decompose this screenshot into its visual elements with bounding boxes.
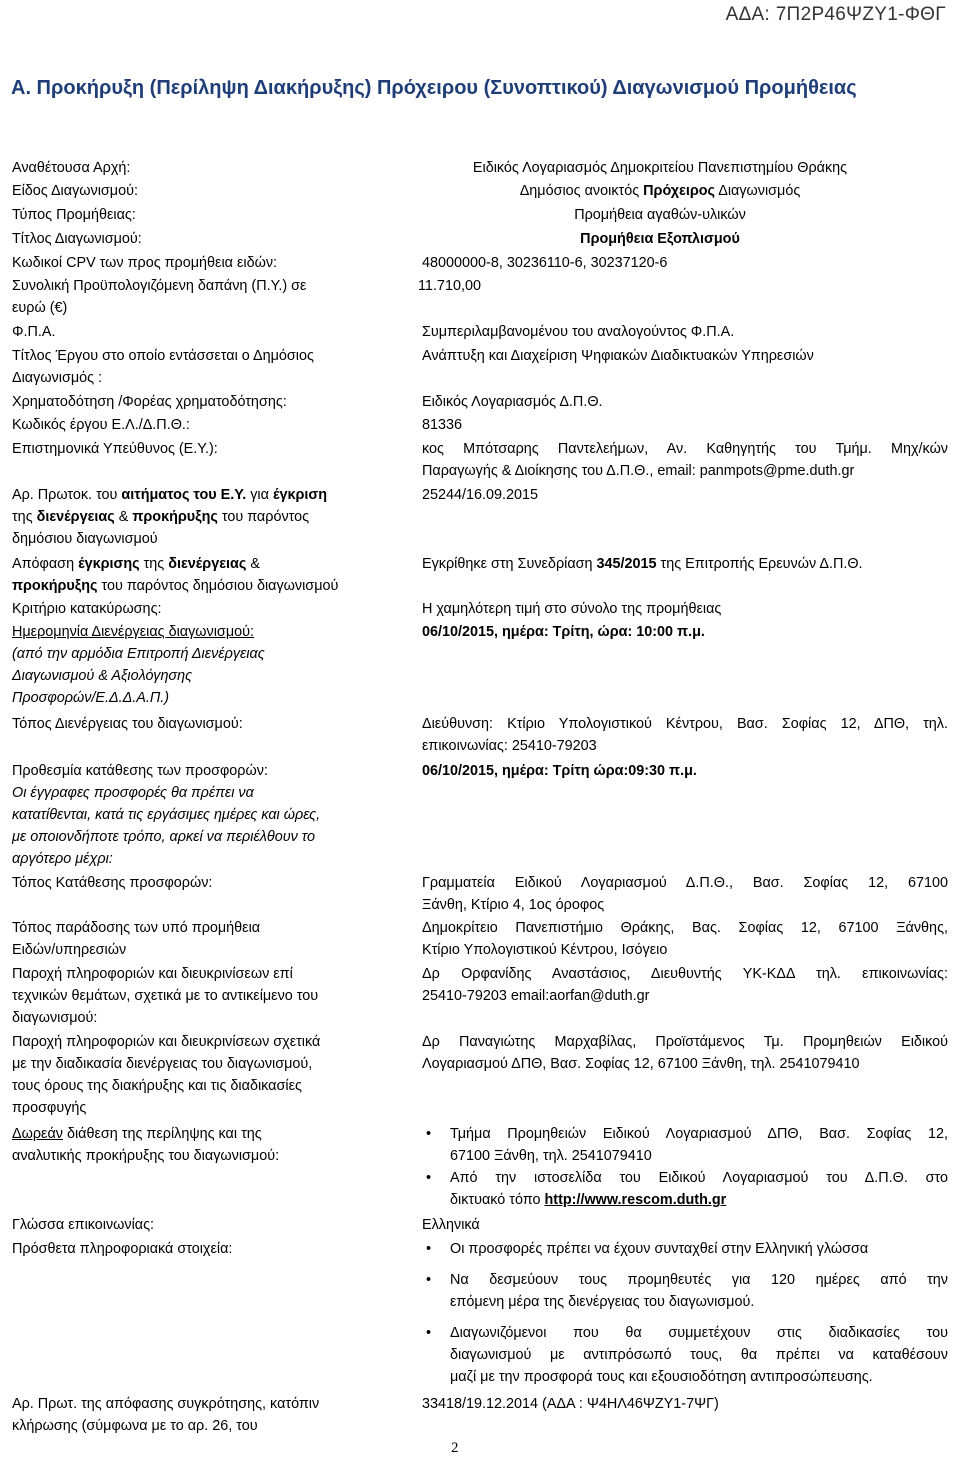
value-cont: Παραγωγής & Διοίκησης του Δ.Π.Θ., email: panmpots@pme.duth.gr (422, 463, 855, 479)
label: Παροχή πληροφοριών και διευκρινίσεων επί (12, 966, 293, 982)
value: 06/10/2015, ημέρα: Τρίτη ώρα:09:30 π.μ. (422, 763, 697, 779)
value: Η χαμηλότερη τιμή στο σύνολο της προμήθειας (422, 601, 722, 617)
label: Αναθέτουσα Αρχή: (12, 160, 131, 176)
label-note-3: Προσφορών/Ε.Δ.Δ.Α.Π.) (12, 690, 170, 706)
value-cont: Κτίριο Υπολογιστικού Κέντρου, Ισόγειο (422, 942, 668, 958)
label-cont: αναλυτικής προκήρυξης του διαγωνισμού: (12, 1148, 280, 1164)
label: Τίτλος Έργου στο οποίο εντάσσεται ο Δημόσιος (12, 348, 314, 364)
value: 25244/16.09.2015 (422, 487, 539, 503)
website-link[interactable]: http://www.rescom.duth.gr (544, 1192, 727, 1208)
ada-code: ΑΔΑ: 7Π2Ρ46ΨΖΥ1-ΦΘΓ (725, 4, 946, 25)
label: Κωδικός έργου Ε.Λ./Δ.Π.Θ.: (12, 417, 190, 433)
label: Επιστημονικά Υπεύθυνος (Ε.Υ.): (12, 441, 218, 457)
label-line-1: Απόφαση έγκρισης της διενέργειας & (12, 556, 260, 572)
label-cont-1: τεχνικών θεμάτων, σχετικά με το αντικείμενο του (12, 988, 319, 1004)
value: 81336 (422, 417, 463, 433)
value-cont: Ξάνθη, Κτίριο 4, 1ος όροφος (422, 897, 605, 913)
value: Προμήθεια Εξοπλισμού (580, 231, 740, 247)
label-note-2: Διαγωνισμού & Αξιολόγησης (12, 668, 193, 684)
value-list (422, 1238, 948, 1388)
label: Ημερομηνία Διενέργειας διαγωνισμού: (12, 624, 254, 640)
value: Ανάπτυξη και Διαχείριση Ψηφιακών Διαδικτυακών Υπηρεσιών (422, 348, 814, 364)
label-line-3: δημόσιου διαγωνισμού (12, 531, 158, 547)
value: Δρ Παναγιώτης Μαρχαβίλας, Προϊστάμενος Τμ. Προμηθειών Ειδικού (422, 1034, 948, 1050)
label-cont: κλήρωσης (σύμφωνα με το αρ. 26, του (12, 1418, 258, 1434)
label: Τύπος Προμήθειας: (12, 207, 136, 223)
value: Προμήθεια αγαθών-υλικών (574, 207, 746, 223)
value: Δημοκρίτειο Πανεπιστήμιο Θράκης, Βας. Σοφίας 12, 67100 Ξάνθης, (422, 920, 948, 936)
value: Συμπεριλαμβανομένου του αναλογούντος Φ.Π.Α. (422, 324, 735, 340)
label: Αρ. Πρωτ. της απόφασης συγκρότησης, κατόπιν (12, 1396, 320, 1412)
label: Είδος Διαγωνισμού: (12, 183, 138, 199)
page-title: Α. Προκήρυξη (Περίληψη Διακήρυξης) Πρόχειρου (Συνοπτικού) Διαγωνισμού Προμήθειας (11, 77, 857, 99)
value: 06/10/2015, ημέρα: Τρίτη, ώρα: 10:00 π.μ. (422, 624, 705, 640)
label-note-1: Οι έγγραφες προσφορές θα πρέπει να (12, 785, 254, 801)
list-item: • Διαγωνιζόμενοι που θα συμμετέχουν στις διαδικασίες του διαγωνισμού με αντιπρόσωπό τους, θα πρέπει να καταθέσουν μαζί με την προσφορά τους και εξουσιοδότηση αντιπροσώπευσης. (422, 1322, 948, 1388)
list-item: • Τμήμα Προμηθειών Ειδικού Λογαριασμού ΔΠΘ, Βασ. Σοφίας 12, 67100 Ξάνθη, τηλ. 2541079410 (422, 1123, 948, 1167)
value-cont: επικοινωνίας: 25410-79203 (422, 738, 597, 754)
value: Δρ Ορφανίδης Αναστάσιος, Διευθυντής ΥΚ-ΚΔΔ τηλ. επικοινωνίας: (422, 966, 948, 982)
value-list (422, 1123, 948, 1211)
label-cont: Διαγωνισμός : (12, 370, 103, 386)
label-line-1: Αρ. Πρωτοκ. του αιτήματος του Ε.Υ. για έγκριση (12, 487, 328, 503)
label: Τόπος Διενέργειας του διαγωνισμού: (12, 716, 243, 732)
page-number: 2 (451, 1440, 459, 1456)
label: Τίτλος Διαγωνισμού: (12, 231, 142, 247)
value: 33418/19.12.2014 (ΑΔΑ : Ψ4ΗΛ46ΨΖΥ1-7ΨΓ) (422, 1396, 719, 1412)
value: Ειδικός Λογαριασμός Δ.Π.Θ. (422, 394, 603, 410)
label-cont-2: τους όρους της διακήρυξης και τις διαδικασίες (12, 1078, 302, 1094)
value-cont: 25410-79203 email:aorfan@duth.gr (422, 988, 650, 1004)
label-cont-3: προσφυγής (12, 1100, 87, 1116)
value: Ελληνικά (422, 1217, 480, 1233)
value: Ειδικός Λογαριασμός Δημοκριτείου Πανεπιστημίου Θράκης (472, 160, 848, 176)
label-note-4: αργότερο μέχρι: (12, 851, 113, 867)
value: Γραμματεία Ειδικού Λογαριασμού Δ.Π.Θ., Βασ. Σοφίας 12, 67100 (422, 875, 948, 891)
label-cont-2: διαγωνισμού: (12, 1010, 98, 1026)
value: Εγκρίθηκε στη Συνεδρίαση 345/2015 της Επιτροπής Ερευνών Δ.Π.Θ. (422, 556, 863, 572)
list-item: • Από την ιστοσελίδα του Ειδικού Λογαριασμού του Δ.Π.Θ. στο δικτυακό τόπο http://www.rescom.duth.gr (422, 1167, 948, 1211)
value: Δημόσιος ανοικτός Πρόχειρος Διαγωνισμός (519, 183, 801, 199)
value: Διεύθυνση: Κτίριο Υπολογιστικού Κέντρου, Βασ. Σοφίας 12, ΔΠΘ, τηλ. (422, 716, 948, 732)
label: Γλώσσα επικοινωνίας: (12, 1217, 155, 1233)
label: Τόπος Κατάθεσης προσφορών: (12, 875, 213, 891)
label-line-2: της διενέργειας & προκήρυξης του παρόντος (12, 509, 310, 525)
label-note-1: (από την αρμόδια Επιτροπή Διενέργειας (12, 646, 265, 662)
label-note-2: κατατίθενται, κατά τις εργάσιμες ημέρες και ώρες, (12, 807, 321, 823)
value-cont: Λογαριασμού ΔΠΘ, Βασ. Σοφίας 12, 67100 Ξάνθη, τηλ. 2541079410 (422, 1056, 860, 1072)
label: Τόπος παράδοσης των υπό προμήθεια (12, 920, 261, 936)
label-cont: ευρώ (€) (12, 300, 68, 316)
label: Προθεσμία κατάθεσης των προσφορών: (12, 763, 268, 779)
label: Φ.Π.Α. (12, 324, 56, 340)
label: Συνολική Προϋπολογιζόμενη δαπάνη (Π.Υ.) σε (12, 278, 307, 294)
value: κος Μπότσαρης Παντελεήμων, Αν. Καθηγητής του Τμήμ. Μηχ/κών (422, 441, 948, 457)
label: Χρηματοδότηση /Φορέας χρηματοδότησης: (12, 394, 287, 410)
label: Παροχή πληροφοριών και διευκρινίσεων σχετικά (12, 1034, 321, 1050)
list-item: • Οι προσφορές πρέπει να έχουν συνταχθεί στην Ελληνική γλώσσα (422, 1238, 948, 1260)
label-cont-1: με την διαδικασία διενέργειας του διαγωνισμού, (12, 1056, 313, 1072)
label: Κωδικοί CPV των προς προμήθεια ειδών: (12, 255, 278, 271)
label-cont: Ειδών/υπηρεσιών (12, 942, 127, 958)
label: Πρόσθετα πληροφοριακά στοιχεία: (12, 1241, 233, 1257)
list-item: • Να δεσμεύουν τους προμηθευτές για 120 ημέρες από την επόμενη μέρα της διενέργειας του διαγωνισμού. (422, 1269, 948, 1313)
value: 48000000-8, 30236110-6, 30237120-6 (422, 255, 668, 271)
label: Δωρεάν διάθεση της περίληψης και της (12, 1126, 262, 1142)
label-line-2: προκήρυξης του παρόντος δημόσιου διαγωνισμού (12, 578, 339, 594)
value: 11.710,00 (418, 278, 481, 294)
label-note-3: με οποιονδήποτε τρόπο, αρκεί να περιέλθουν το (12, 829, 315, 845)
label: Κριτήριο κατακύρωσης: (12, 601, 162, 617)
